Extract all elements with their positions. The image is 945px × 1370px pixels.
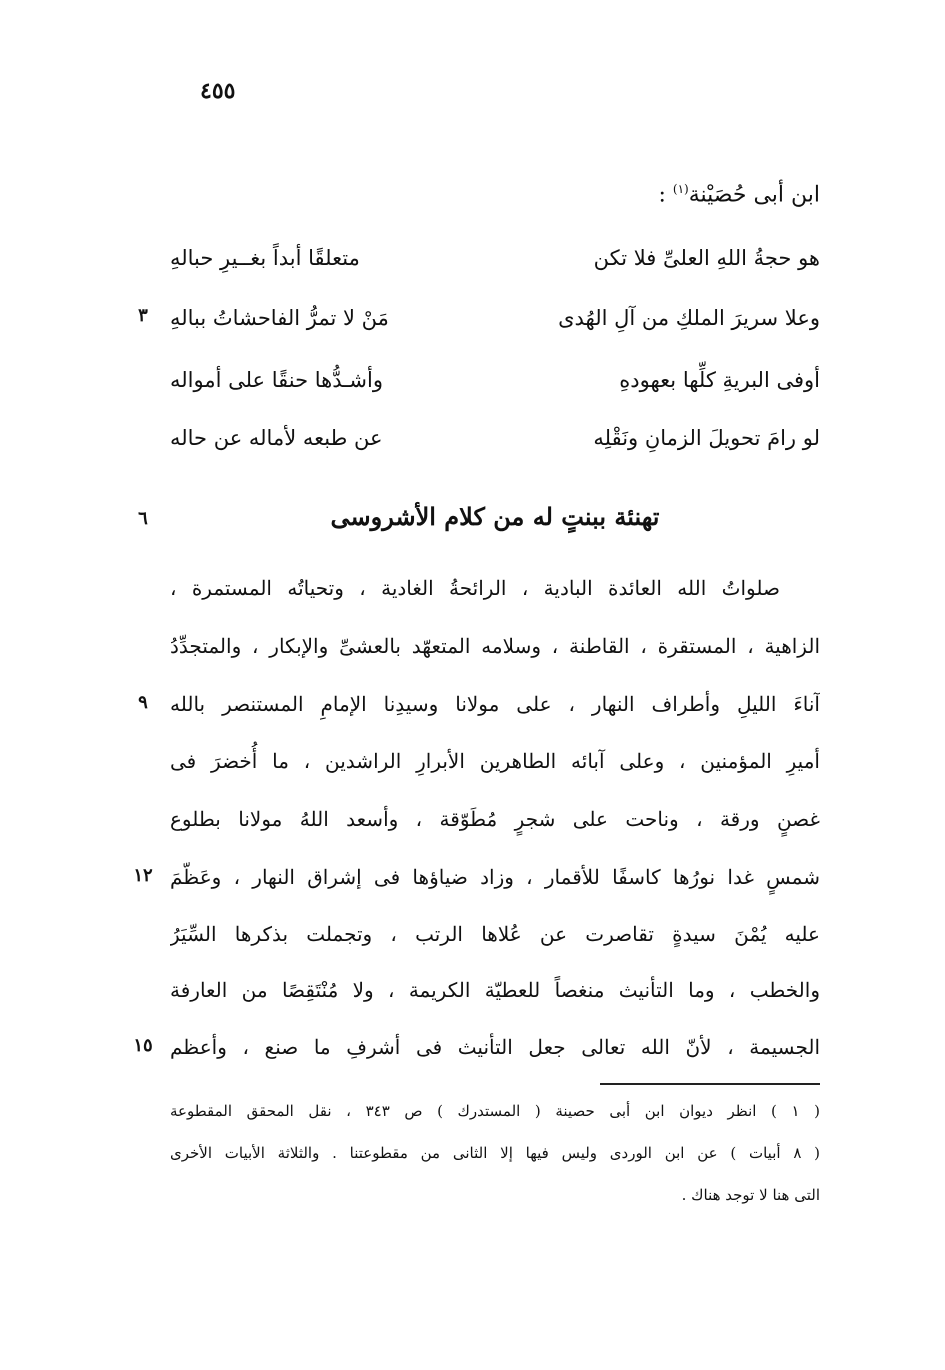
prose-line: شمسٍ غدا نورُها كاسفًا للأقمار ، وزاد ضياؤها فى إشراق النهار ، وعَظّمَ: [170, 865, 820, 889]
verse-line: [170, 360, 820, 400]
verse-second-hemistich: مَنْ لا تمرُّ الفاحشاتُ ببالهِ: [170, 306, 389, 330]
poet-name: ابن أبى حُصَيْنة: [688, 182, 820, 208]
prose-line: غصنٍ ورقة ، وناحت على شجرٍ مُطَوّقة ، وأسعد اللهُ مولانا بطلوع: [170, 807, 820, 831]
line-number: ١٢: [133, 865, 153, 886]
verse-first-hemistich: أوفى البريةِ كلِّها بعهودهِ: [619, 368, 820, 392]
line-number: ٩: [138, 692, 148, 713]
verse-line: [170, 418, 820, 458]
line-number: ٦: [138, 508, 148, 529]
verse-second-hemistich: متعلقًا أبداً بغــيرِ حبالهِ: [170, 246, 360, 270]
verse-first-hemistich: هو حجةُ اللهِ العلىِّ فلا تكن: [593, 246, 820, 270]
poet-heading: [170, 182, 820, 207]
prose-line: الجسيمة ، لأنّ الله تعالى جعل التأنيث فى أشرفِ ما صنع ، وأعظم: [170, 1035, 820, 1059]
verse-line: [170, 238, 820, 278]
footnote-line: التى هنا لا توجد هناك .: [681, 1186, 820, 1204]
heading-colon: :: [658, 182, 666, 208]
page-number: ٤٥٥: [200, 78, 236, 104]
footnote-line: ( ٨ أبيات ) عن ابن الوردى وليس فيها إلا الثانى من مقطوعتنا . والثلاثة الأبيات الأخرى: [170, 1144, 820, 1162]
line-number: ٣: [138, 305, 148, 326]
footnote-line: ( ١ ) انظر ديوان ابن أبى حصينة ( المستدرك ) ص ٣٤٣ ، نقل المحقق المقطوعة: [170, 1102, 820, 1120]
section-title: تهنئة ببنتٍ له من كلام الأشروسى: [330, 502, 660, 531]
prose-line: والخطب ، وما التأنيث منغصاً للعطيّة الكريمة ، ولا مُنْتَقِصًا من العارفة: [170, 978, 820, 1002]
footnote-marker: (١): [672, 182, 689, 196]
verse-line: [170, 298, 820, 338]
verse-first-hemistich: لو رامَ تحويلَ الزمانِ ونَقْلِه: [593, 426, 820, 450]
prose-line: أميرِ المؤمنين ، وعلى آبائه الطاهرين الأبرارِ الراشدين ، ما أُخضرَ فى: [170, 749, 820, 773]
verse-second-hemistich: وأشـدُّها حنقًا على أمواله: [170, 368, 383, 392]
line-number: ١٥: [133, 1035, 153, 1056]
prose-line: عليه يُمْنَ سيدةٍ تقاصرت عن عُلاها الرتب ، وتجملت بذكرها السِّيَرُ: [170, 922, 820, 946]
verse-first-hemistich: وعلا سريرَ الملكِ من آلِ الهُدى: [558, 306, 820, 330]
verse-second-hemistich: عن طبعه لأماله عن حاله: [170, 426, 383, 450]
prose-line: آناءَ الليلِ وأطراف النهار ، على مولانا وسيدِنا الإمامِ المستنصر بالله: [170, 692, 820, 716]
prose-line: الزاهية ، المستقرة ، القاطنة ، وسلامه المتعهّد بالعشىِّ والإبكار ، والمتجدِّدُ: [170, 634, 820, 658]
footnote-separator: [600, 1083, 820, 1085]
prose-line: صلواتُ الله العائدة البادية ، الرائحةُ الغادية ، وتحياتُه المستمرة ،: [170, 576, 780, 600]
